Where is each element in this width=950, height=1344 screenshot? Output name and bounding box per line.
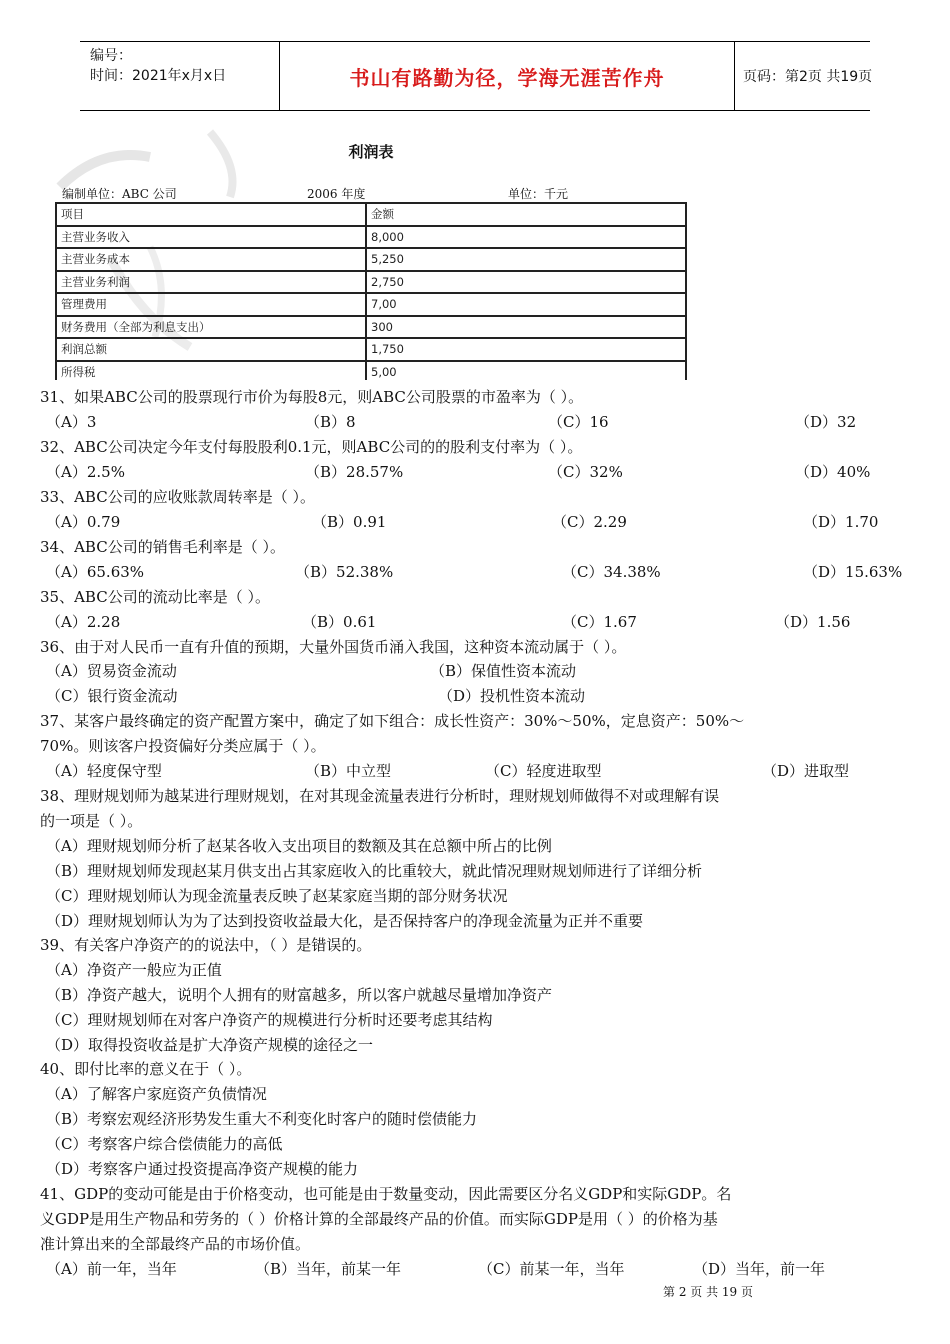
motto-text: 书山有路勤为径，学海无涯苦作舟 xyxy=(349,65,665,90)
row-amount: 1,750 xyxy=(366,338,686,361)
question-41-line-3: 准计算出来的全部最终产品的市场价值。 xyxy=(40,1235,311,1253)
option-c: （C）考察客户综合偿债能力的高低 xyxy=(46,1135,283,1153)
question-31: 31、如果ABC公司的股票现行市价为每股8元，则ABC公司股票的市盈率为（ ）。 xyxy=(40,388,584,406)
option-c: （C）16 xyxy=(548,413,609,431)
table-row xyxy=(56,293,686,316)
option-d: （D）投机性资本流动 xyxy=(438,687,586,705)
option-c: （C）轻度进取型 xyxy=(485,762,602,780)
row-amount: 300 xyxy=(366,316,686,339)
option-b: （B）中立型 xyxy=(305,762,392,780)
option-d: （D）理财规划师认为为了达到投资收益最大化，是否保持客户的净现金流量为正并不重要 xyxy=(46,912,644,930)
option-a: （A）2.28 xyxy=(46,613,121,631)
option-a: （A）了解客户家庭资产负债情况 xyxy=(46,1085,267,1103)
header-motto xyxy=(280,42,735,110)
option-a: （A）2.5% xyxy=(46,463,125,481)
option-a: （A）前一年，当年 xyxy=(46,1260,177,1278)
row-item: 主营业务收入 xyxy=(56,226,366,249)
question-39: 39、有关客户净资产的的说法中，（ ）是错误的。 xyxy=(40,936,372,954)
row-amount: 2,750 xyxy=(366,271,686,294)
column-header-item: 项目 xyxy=(56,203,366,226)
doc-time-label: 时间：2021年x月x日 xyxy=(90,68,227,84)
compiling-unit: 编制单位：ABC 公司 xyxy=(62,187,177,201)
table-row xyxy=(56,248,686,271)
option-a: （A）轻度保守型 xyxy=(46,762,162,780)
table-header-row xyxy=(56,203,686,226)
option-b: （B）当年，前某一年 xyxy=(255,1260,402,1278)
question-35: 35、ABC公司的流动比率是（ ）。 xyxy=(40,588,270,606)
row-item: 利润总额 xyxy=(56,338,366,361)
option-c: （C）银行资金流动 xyxy=(46,687,178,705)
option-d: （D）15.63% xyxy=(803,563,903,581)
option-d: （D）进取型 xyxy=(762,762,850,780)
page-header xyxy=(80,41,873,111)
option-b: （B）保值性资本流动 xyxy=(430,662,577,680)
option-c: （C）1.67 xyxy=(562,613,637,631)
option-d: （D）40% xyxy=(795,463,871,481)
question-32: 32、ABC公司决定今年支付每股股利0.1元，则ABC公司的的股利支付率为（ ）。 xyxy=(40,438,583,456)
option-c: （C）2.29 xyxy=(552,513,627,531)
doc-number-label: 编号： xyxy=(90,48,132,64)
question-37-line-1: 37、某客户最终确定的资产配置方案中，确定了如下组合：成长性资产：30%～50%，定息资产：50%～ xyxy=(40,712,745,730)
page-footer: 第 2 页 共 19 页 xyxy=(663,1285,753,1299)
option-b: （B）8 xyxy=(305,413,356,431)
option-c: （C）前某一年，当年 xyxy=(478,1260,625,1278)
option-c: （C）理财规划师在对客户净资产的规模进行分析时还要考虑其结构 xyxy=(46,1011,493,1029)
question-38-line-1: 38、理财规划师为越某进行理财规划，在对其现金流量表进行分析时，理财规划师做得不对或理解有误 xyxy=(40,787,720,805)
table-row xyxy=(56,316,686,339)
option-b: （B）考察宏观经济形势发生重大不利变化时客户的随时偿债能力 xyxy=(46,1110,478,1128)
fiscal-year: 2006 年度 xyxy=(307,187,366,201)
option-d: （D）取得投资收益是扩大净资产规模的途径之一 xyxy=(46,1036,374,1054)
question-34: 34、ABC公司的销售毛利率是（ ）。 xyxy=(40,538,285,556)
header-page-info: 页码：第2页 共19页 xyxy=(743,69,873,85)
option-b: （B）净资产越大，说明个人拥有的财富越多，所以客户就越尽量增加净资产 xyxy=(46,986,553,1004)
option-c: （C）32% xyxy=(548,463,623,481)
option-b: （B）28.57% xyxy=(305,463,404,481)
profit-table-image xyxy=(40,127,702,380)
question-41-line-2: 义GDP是用生产物品和劳务的（ ）价格计算的全部最终产品的价值。而实际GDP是用（ ）的价格为基 xyxy=(40,1210,718,1228)
option-c: （C）理财规划师认为现金流量表反映了赵某家庭当期的部分财务状况 xyxy=(46,887,508,905)
question-37-line-2: 70%。则该客户投资偏好分类应属于（ ）。 xyxy=(40,737,326,755)
option-a: （A）净资产一般应为正值 xyxy=(46,961,222,979)
table-row xyxy=(56,226,686,249)
option-d: （D）1.56 xyxy=(775,613,851,631)
row-amount: 5,250 xyxy=(366,248,686,271)
row-item: 所得税 xyxy=(56,361,366,381)
question-36: 36、由于对人民币一直有升值的预期，大量外国货币涌入我国，这种资本流动属于（ ）。 xyxy=(40,638,627,656)
row-item: 主营业务成本 xyxy=(56,248,366,271)
profit-table xyxy=(55,202,687,380)
option-c: （C）34.38% xyxy=(562,563,661,581)
option-a: （A）3 xyxy=(46,413,97,431)
header-meta xyxy=(80,42,280,110)
row-amount: 8,000 xyxy=(366,226,686,249)
question-41-line-1: 41、GDP的变动可能是由于价格变动，也可能是由于数量变动，因此需要区分名义GDP和实际GDP。名 xyxy=(40,1185,732,1203)
question-38-line-2: 的一项是（ ）。 xyxy=(40,812,143,830)
question-33: 33、ABC公司的应收账款周转率是（ ）。 xyxy=(40,488,315,506)
row-item: 主营业务利润 xyxy=(56,271,366,294)
question-40: 40、即付比率的意义在于（ ）。 xyxy=(40,1060,252,1078)
option-b: （B）52.38% xyxy=(295,563,394,581)
currency-unit: 单位：千元 xyxy=(508,187,569,201)
option-a: （A）0.79 xyxy=(46,513,121,531)
table-row xyxy=(56,361,686,381)
profit-table-title: 利润表 xyxy=(348,143,394,161)
table-row xyxy=(56,338,686,361)
option-b: （B）0.61 xyxy=(302,613,377,631)
row-amount: 7,00 xyxy=(366,293,686,316)
option-a: （A）理财规划师分析了赵某各收入支出项目的数额及其在总额中所占的比例 xyxy=(46,837,552,855)
option-d: （D）1.70 xyxy=(803,513,879,531)
option-d: （D）32 xyxy=(795,413,857,431)
row-amount: 5,00 xyxy=(366,361,686,381)
option-b: （B）0.91 xyxy=(312,513,387,531)
table-row xyxy=(56,271,686,294)
option-d: （D）当年，前一年 xyxy=(693,1260,826,1278)
option-a: （A）65.63% xyxy=(46,563,145,581)
option-b: （B）理财规划师发现赵某月供支出占其家庭收入的比重较大，就此情况理财规划师进行了详细分析 xyxy=(46,862,703,880)
row-item: 管理费用 xyxy=(56,293,366,316)
column-header-amount: 金额 xyxy=(366,203,686,226)
option-d: （D）考察客户通过投资提高净资产规模的能力 xyxy=(46,1160,359,1178)
row-item: 财务费用（全部为利息支出） xyxy=(56,316,366,339)
option-a: （A）贸易资金流动 xyxy=(46,662,177,680)
